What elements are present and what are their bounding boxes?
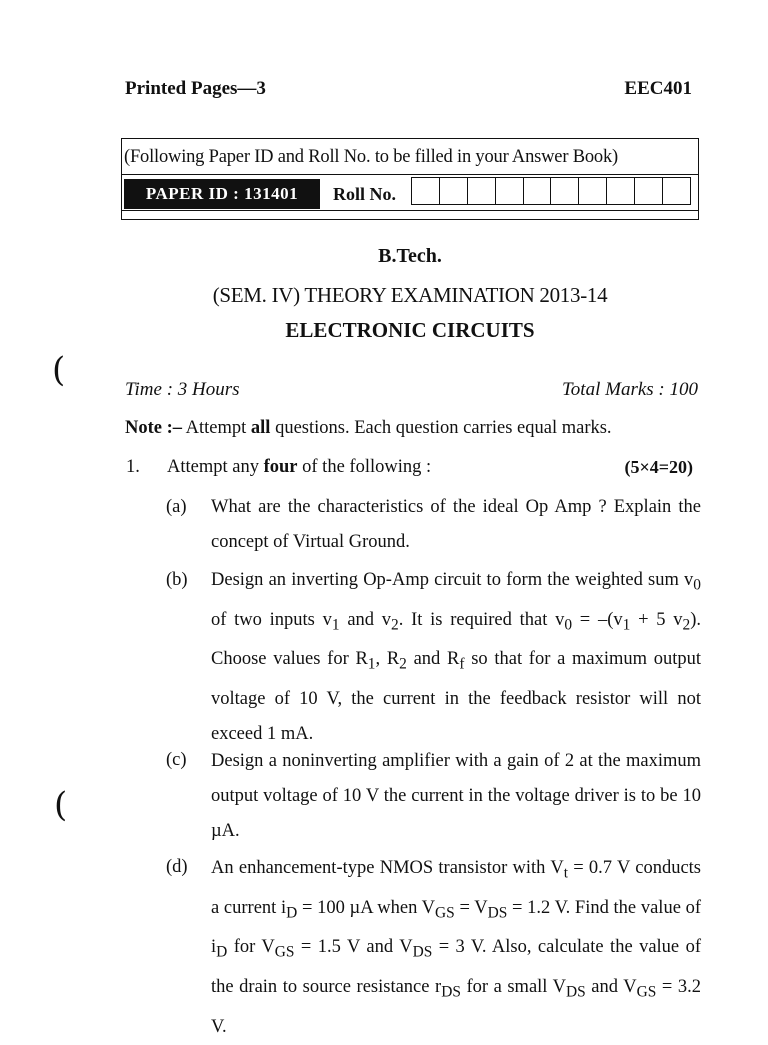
paper-id-box: [121, 138, 699, 220]
roll-no-label: Roll No.: [333, 184, 396, 204]
roll-no-cell[interactable]: [579, 177, 607, 205]
subject-title: ELECTRONIC CIRCUITS: [285, 318, 535, 342]
roll-no-cell[interactable]: [468, 177, 496, 205]
note-label: Note :–: [125, 418, 183, 438]
box-divider: [122, 210, 698, 211]
part-b-text: Design an inverting Op-Amp circuit to form the weighted sum $v_0$ of two inputs $v_1$ and $v_2$. It is required that $v_0 = -(v_1 + 5$ $v_2$). Choose values for $R_1$, $R_2$ and $R_f$ so that for a maximum output voltage of 10 V, the current in the feedback resistor will not exceed 1 mA.: [211, 570, 702, 745]
margin-mark: (: [52, 350, 66, 390]
printed-pages: Printed Pages—3: [125, 78, 266, 99]
question-marks: (5×4=20): [624, 457, 693, 477]
part-d-text: An enhancement-type NMOS transistor with $V_t = 0.7$ V conducts a current $i_D = 100$ µA when $V_{GS} = V_{DS} = 1.2$ V. Find the value of $i_D$ for $V_{GS} = 1.5$ V and $V_{DS} = 3$ V. Also, calculate the value of the drain to source resistance $r_{DS}$ for a small $V_{DS}$ and $V_{GS} = 3.2$ V.: [211, 858, 702, 1037]
paper-id-label: PAPER ID : 131401: [124, 179, 320, 209]
question-number: 1.: [126, 457, 140, 477]
part-a-text: What are the characteristics of the ideal Op Amp ? Explain the concept of Virtual Ground.: [211, 497, 701, 552]
note-text: Attempt: [182, 418, 251, 438]
part-label-b: (b): [166, 570, 188, 590]
note-emphasis: all: [250, 418, 271, 438]
part-label-a: (a): [166, 497, 187, 517]
roll-no-cell[interactable]: [635, 177, 663, 205]
roll-no-cell[interactable]: [412, 177, 440, 205]
total-marks: Total Marks : 100: [561, 379, 698, 400]
roll-no-boxes[interactable]: [411, 177, 691, 205]
paper-code: EEC401: [624, 78, 692, 99]
exam-title: (SEM. IV) THEORY EXAMINATION 2013-14: [212, 283, 608, 307]
roll-no-cell[interactable]: [496, 177, 524, 205]
roll-no-cell[interactable]: [524, 177, 552, 205]
roll-no-cell[interactable]: [663, 177, 691, 205]
roll-no-cell[interactable]: [607, 177, 635, 205]
note-text-rest: questions. Each question carries equal marks.: [270, 418, 612, 438]
note: [125, 418, 612, 439]
roll-no-cell[interactable]: [551, 177, 579, 205]
question-emphasis: four: [263, 457, 298, 477]
part-label-d: (d): [166, 857, 188, 877]
margin-mark: (: [54, 785, 68, 825]
part-c-text: Design a noninverting amplifier with a gain of 2 at the maximum output voltage of 10 V the current in the voltage driver is to be 10 µA.: [211, 751, 701, 841]
degree-title: B.Tech.: [378, 245, 442, 267]
question-instruction: Attempt any four of the following :: [167, 457, 432, 477]
exam-time: Time : 3 Hours: [125, 379, 240, 400]
part-label-c: (c): [166, 750, 187, 770]
fill-instruction: (Following Paper ID and Roll No. to be filled in your Answer Book): [122, 139, 698, 175]
roll-no-cell[interactable]: [440, 177, 468, 205]
